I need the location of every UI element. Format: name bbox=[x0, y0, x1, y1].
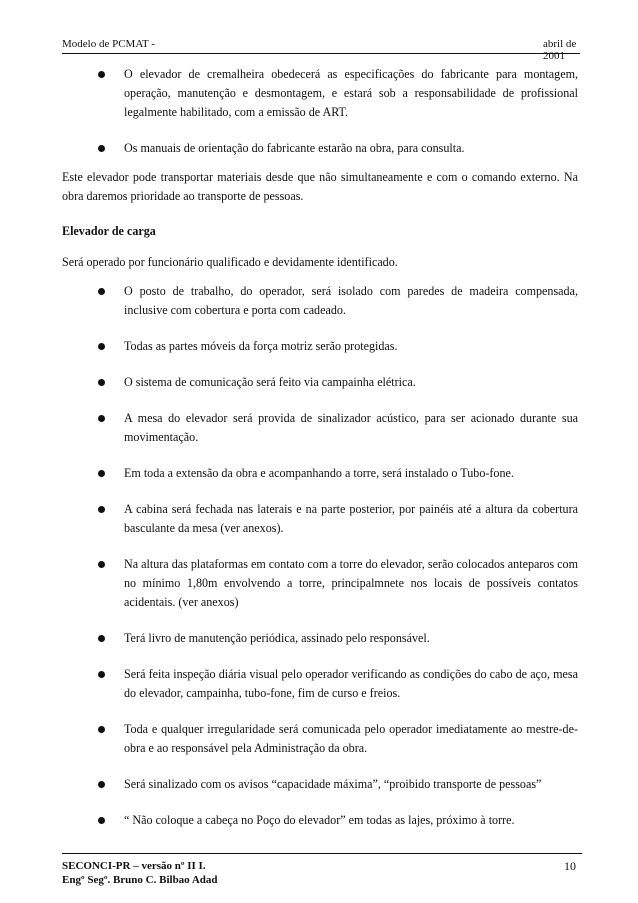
footer-author: Engº Segº. Bruno C. Bilbao Adad bbox=[62, 874, 218, 886]
header-date: abril de 2001 bbox=[543, 38, 577, 62]
bullet-icon bbox=[98, 781, 105, 788]
bullet-text: Será feita inspeção diária visual pelo operador verificando as condições do cabo de aço, mesa do elevador, campainha, tubo-fone, fim de curso e freios. bbox=[124, 667, 578, 700]
bullet-text: Todas as partes móveis da força motriz serão protegidas. bbox=[124, 339, 398, 353]
bullet-text: O elevador de cremalheira obedecerá as especificações do fabricante para montagem, operação, manutenção e desmontagem, e estará sob a responsabilidade de profissional legalmente habilitado, com a emissão de ART. bbox=[124, 67, 578, 119]
bullet-item bbox=[62, 500, 578, 538]
document-body bbox=[62, 65, 578, 847]
bullet-item bbox=[62, 665, 578, 703]
bullet-item bbox=[62, 65, 578, 122]
bullet-text: O posto de trabalho, do operador, será isolado com paredes de madeira compensada, inclusive com cobertura e porta com cadeado. bbox=[124, 284, 578, 317]
bullet-icon bbox=[98, 415, 105, 422]
body-paragraph: Este elevador pode transportar materiais desde que não simultaneamente e com o comando externo. Na obra daremos prioridade ao transporte de pessoas. bbox=[62, 170, 578, 203]
bullet-item bbox=[62, 464, 578, 483]
page-number: 10 bbox=[564, 859, 576, 873]
bullet-icon bbox=[98, 506, 105, 513]
header-title: Modelo de PCMAT - bbox=[62, 38, 155, 50]
page-footer bbox=[62, 853, 582, 887]
bullet-item bbox=[62, 282, 578, 320]
bullet-icon bbox=[98, 145, 105, 152]
bullet-icon bbox=[98, 71, 105, 78]
bullet-text: A mesa do elevador será provida de sinalizador acústico, para ser acionado durante sua movimentação. bbox=[124, 411, 578, 444]
bullet-text: “ Não coloque a cabeça no Poço do elevador” em todas as lajes, próximo à torre. bbox=[124, 813, 515, 827]
bullet-text: A cabina será fechada nas laterais e na parte posterior, por painéis até a altura da cobertura basculante da mesa (ver anexos). bbox=[124, 502, 578, 535]
bullet-item bbox=[62, 775, 578, 794]
bullet-icon bbox=[98, 726, 105, 733]
bullet-text: Os manuais de orientação do fabricante estarão na obra, para consulta. bbox=[124, 141, 465, 155]
bullet-item bbox=[62, 811, 578, 830]
bullet-text: Na altura das plataformas em contato com a torre do elevador, serão colocados anteparos com no mínimo 1,80m envolvendo a torre, principalmnete nos locais de possíveis contatos acidentais. (ver anexos) bbox=[124, 557, 578, 609]
bullet-item bbox=[62, 629, 578, 648]
bullet-icon bbox=[98, 470, 105, 477]
bullet-text: Em toda a extensão da obra e acompanhando a torre, será instalado o Tubo-fone. bbox=[124, 466, 514, 480]
bullet-icon bbox=[98, 671, 105, 678]
footer-version: SECONCI-PR – versão nº II I. bbox=[62, 853, 582, 873]
page-header bbox=[62, 38, 580, 62]
bullet-item bbox=[62, 555, 578, 612]
bullet-icon bbox=[98, 343, 105, 350]
section-heading: Elevador de carga bbox=[62, 224, 156, 238]
bullet-text: Será sinalizado com os avisos “capacidade máxima”, “proibido transporte de pessoas” bbox=[124, 777, 542, 791]
bullet-item bbox=[62, 337, 578, 356]
bullet-icon bbox=[98, 561, 105, 568]
bullet-text: Toda e qualquer irregularidade será comunicada pelo operador imediatamente ao mestre-de-obra e ao responsável pela Administração da obra. bbox=[124, 722, 578, 755]
bullet-item bbox=[62, 409, 578, 447]
bullet-item bbox=[62, 720, 578, 758]
bullet-icon bbox=[98, 379, 105, 386]
section-intro: Será operado por funcionário qualificado e devidamente identificado. bbox=[62, 255, 398, 269]
bullet-icon bbox=[98, 635, 105, 642]
bullet-icon bbox=[98, 817, 105, 824]
bullet-text: Terá livro de manutenção periódica, assinado pelo responsável. bbox=[124, 631, 430, 645]
bullet-item bbox=[62, 373, 578, 392]
bullet-text: O sistema de comunicação será feito via campainha elétrica. bbox=[124, 375, 416, 389]
bullet-item bbox=[62, 139, 578, 158]
bullet-icon bbox=[98, 288, 105, 295]
